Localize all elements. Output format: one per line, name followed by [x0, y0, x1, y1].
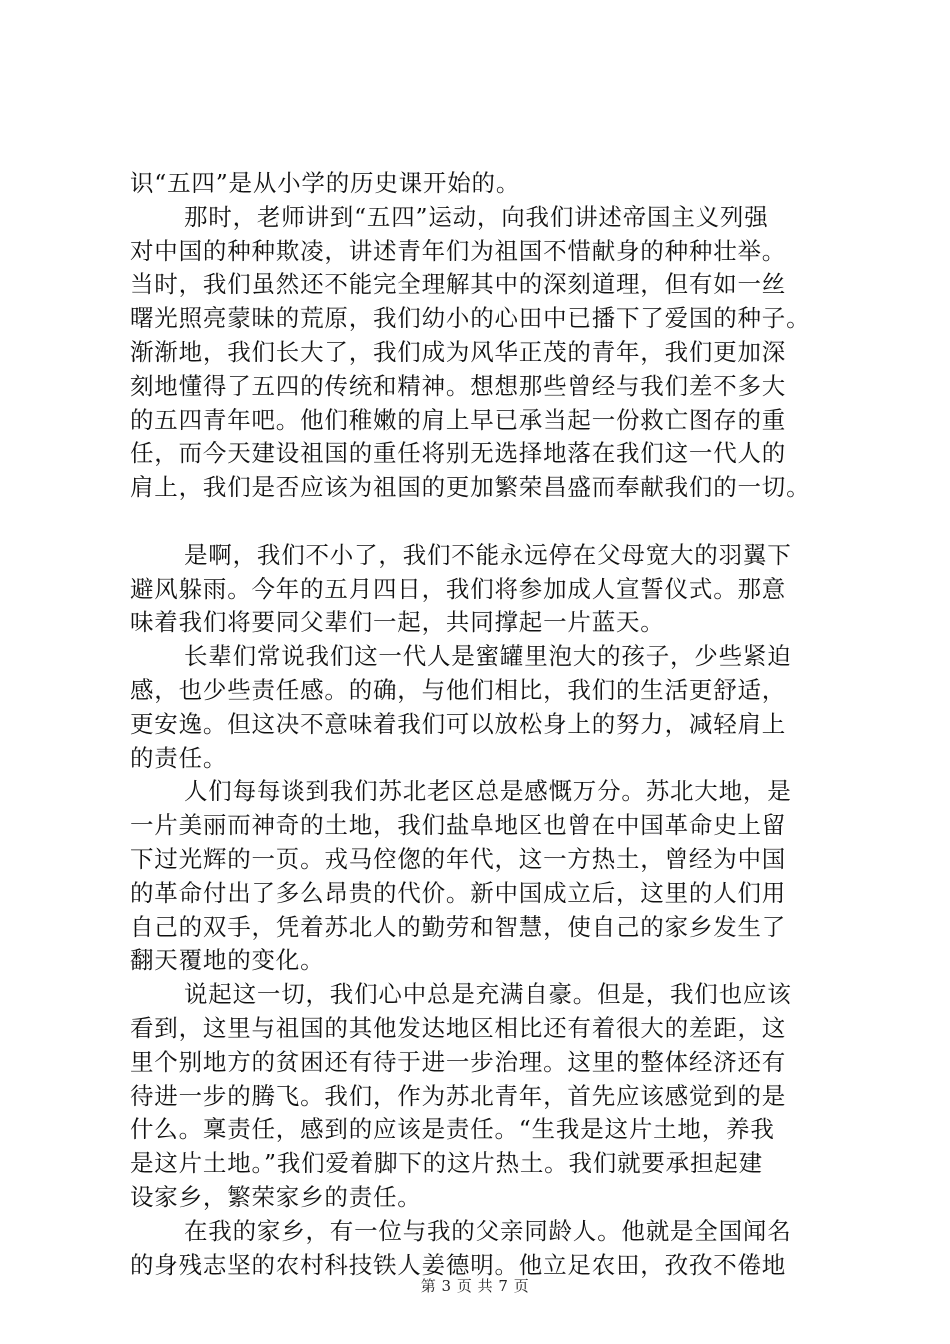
text-line: 识“五四”是从小学的历史课开始的。 — [130, 169, 521, 197]
text-line: 味着我们将要同父辈们一起，共同撑起一片蓝天。 — [130, 608, 665, 637]
text-line: 那时，老师讲到“五四”运动，向我们讲述帝国主义列强 — [184, 202, 769, 231]
text-line: 曙光照亮蒙昧的荒原，我们幼小的心田中已播下了爱国的种子。 — [130, 304, 811, 333]
text-line: 说起这一切，我们心中总是充满自豪。但是，我们也应该 — [184, 980, 792, 1009]
page-number-footer: 第 3 页 共 7 页 — [420, 1277, 530, 1295]
text-line: 里个别地方的贫困还有待于进一步治理。这里的整体经济还有 — [130, 1047, 787, 1076]
text-line: 的五四青年吧。他们稚嫩的肩上早已承当起一份救亡图存的重 — [130, 405, 787, 434]
text-line: 一片美丽而神奇的土地，我们盐阜地区也曾在中国革命史上留 — [130, 811, 787, 840]
text-line: 任，而今天建设祖国的重任将别无选择地落在我们这一代人的 — [130, 439, 787, 468]
text-line: 避风躲雨。今年的五月四日，我们将参加成人宣誓仪式。那意 — [130, 574, 787, 603]
text-line: 长辈们常说我们这一代人是蜜罐里泡大的孩子，少些紧迫 — [184, 642, 792, 671]
text-line: 下过光辉的一页。戎马倥偬的年代，这一方热土，曾经为中国 — [130, 844, 787, 873]
text-line: 对中国的种种欺凌，讲述青年们为祖国不惜献身的种种壮举。 — [130, 236, 787, 265]
text-line: 刻地懂得了五四的传统和精神。想想那些曾经与我们差不多大 — [130, 371, 787, 400]
text-line: 的身残志坚的农村科技铁人姜德明。他立足农田，孜孜不倦地 — [130, 1250, 787, 1279]
text-line: 是啊，我们不小了，我们不能永远停在父母宽大的羽翼下 — [184, 540, 792, 569]
text-line: 更安逸。但这决不意味着我们可以放松身上的努力，减轻肩上 — [130, 709, 787, 738]
text-line: 肩上，我们是否应该为祖国的更加繁荣昌盛而奉献我们的一切。 — [130, 473, 811, 502]
text-line: 的责任。 — [130, 743, 228, 772]
body-text — [130, 167, 830, 1282]
text-line: 看到，这里与祖国的其他发达地区相比还有着很大的差距，这 — [130, 1013, 787, 1042]
text-line: 自己的双手，凭着苏北人的勤劳和智慧，使自己的家乡发生了 — [130, 912, 787, 941]
text-line: 感，也少些责任感。的确，与他们相比，我们的生活更舒适， — [130, 675, 787, 704]
text-line: 待进一步的腾飞。我们，作为苏北青年，首先应该感觉到的是 — [130, 1081, 787, 1110]
text-line: 的革命付出了多么昂贵的代价。新中国成立后，这里的人们用 — [130, 878, 787, 907]
text-line: 渐渐地，我们长大了，我们成为风华正茂的青年，我们更加深 — [130, 337, 787, 366]
paragraph-gap — [130, 505, 830, 539]
text-line: 设家乡，繁荣家乡的责任。 — [130, 1182, 422, 1211]
text-line: 人们每每谈到我们苏北老区总是感慨万分。苏北大地，是 — [184, 777, 792, 806]
text-line: 翻天覆地的变化。 — [130, 946, 325, 975]
text-line: 是这片土地。”我们爱着脚下的这片热土。我们就要承担起建 — [130, 1149, 763, 1178]
text-line: 在我的家乡，有一位与我的父亲同龄人。他就是全国闻名 — [184, 1216, 792, 1245]
text-line: 什么。稟责任，感到的应该是责任。“生我是这片土地，养我 — [130, 1115, 775, 1144]
text-line: 当时，我们虽然还不能完全理解其中的深刻道理，但有如一丝 — [130, 270, 787, 299]
